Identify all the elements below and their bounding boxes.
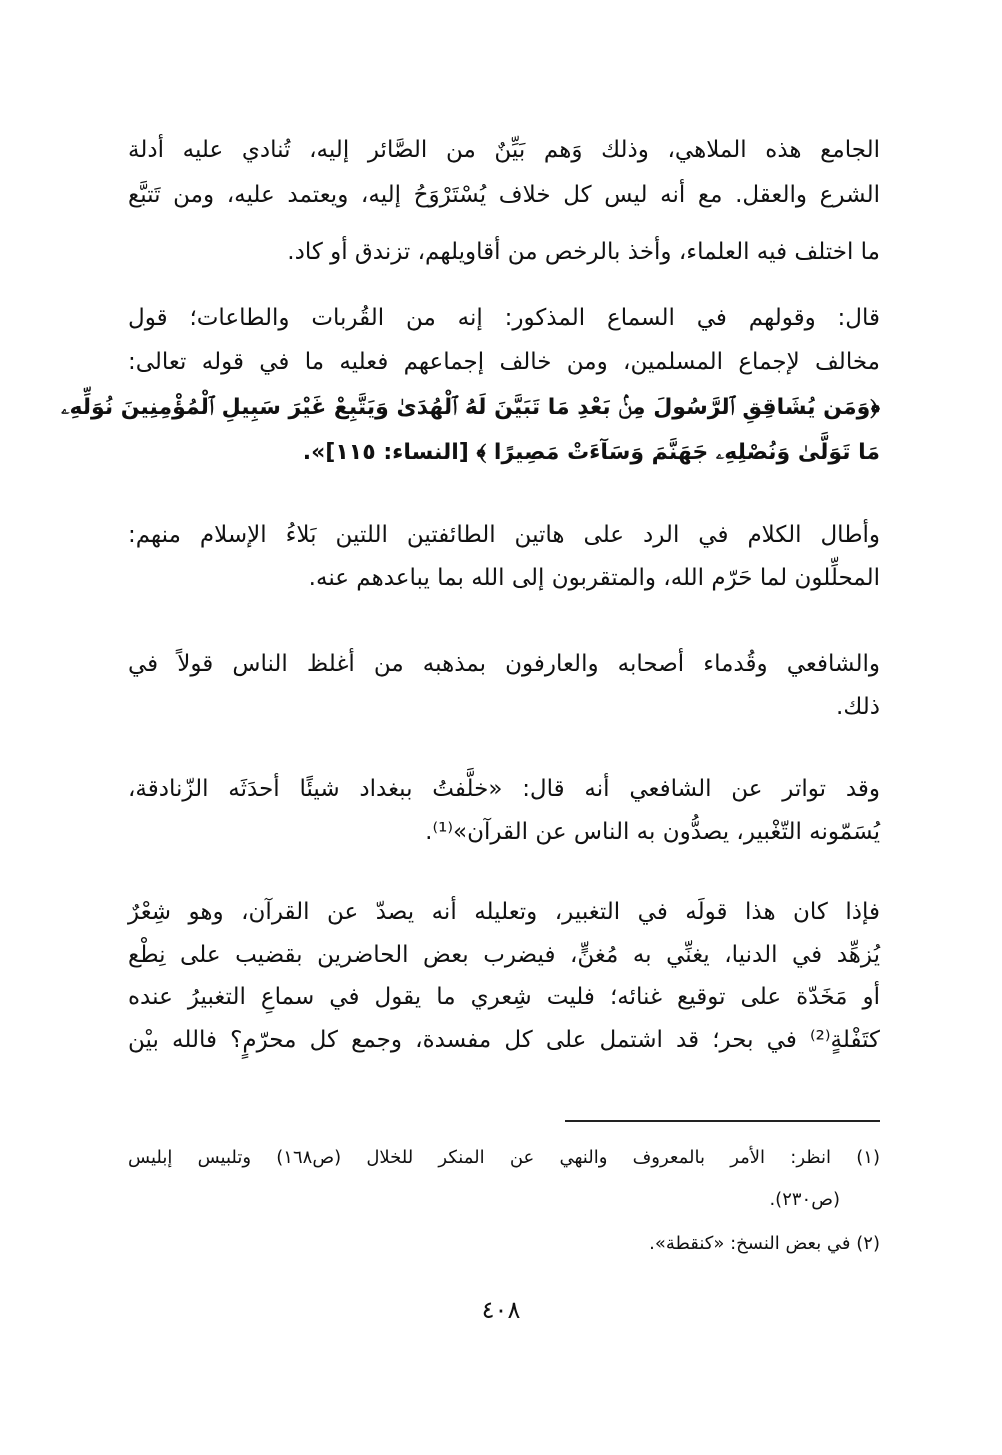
body-line: قال: وقولهم في السماع المذكور: إنه من القُربات والطاعات؛ قول xyxy=(128,305,880,331)
body-line: أو مَخَدّة على توقيع غنائه؛ فليت شِعري ما يقول في سماعِ التغبيرُ عنده xyxy=(128,984,880,1010)
body-line: الشرع والعقل. مع أنه ليس كل خلاف يُسْتَرْوَحُ إليه، ويعتمد عليه، ومن تَتبَّع xyxy=(128,182,880,208)
footnote-divider xyxy=(565,1120,880,1122)
body-line: كتَفْلةٍ⁽²⁾ في بحر؛ قد اشتمل على كل مفسدة، وجمع كل محرّمٍ؟ فالله بيْن xyxy=(128,1027,880,1053)
body-line: مخالف لإجماع المسلمين، ومن خالف إجماعهم فعليه ما في قوله تعالى: xyxy=(128,349,880,375)
body-line: ذلك. xyxy=(836,694,880,720)
footnote-line: (١) انظر: الأمر بالمعروف والنهي عن المنكر للخلال (ص١٦٨) وتلبيس إبليس xyxy=(128,1147,880,1168)
page-number: ٤٠٨ xyxy=(481,1296,521,1324)
body-line: الجامع هذه الملاهي، وذلك وَهم بَيِّنٌ من الصَّائر إليه، تُنادي عليه أدلة xyxy=(128,137,880,163)
body-line: المحلِّلون لما حَرّم الله، والمتقربون إلى الله بما يباعدهم عنه. xyxy=(308,565,880,591)
quran-verse-line: ﴿وَمَن يُشَاقِقِ ٱلرَّسُولَ مِنۢ بَعْدِ مَا تَبَيَّنَ لَهُ ٱلْهُدَىٰ وَيَتَّبِعْ غَيْرَ سَبِيلِ ٱلْمُؤْمِنِينَ نُوَلِّهِۦ xyxy=(61,395,880,420)
footnote-line: (٢) في بعض النسخ: «كنقطة». xyxy=(649,1233,880,1254)
body-line: فإذا كان هذا قولَه في التغبير، وتعليله أنه يصدّ عن القرآن، وهو شِعْرٌ xyxy=(128,899,880,925)
body-line: يُزهِّد في الدنيا، يغنِّي به مُغنٍّ، فيضرب بعض الحاضرين بقضيب على نِطْع xyxy=(128,942,880,968)
body-line: وأطال الكلام في الرد على هاتين الطائفتين اللتين بَلاءُ الإسلام منهم: xyxy=(128,522,880,548)
body-line: وقد تواتر عن الشافعي أنه قال: «خلَّفتُ ببغداد شيئًا أحدَثَه الزّنادقة، xyxy=(128,776,880,802)
quran-verse-line: مَا تَوَلَّىٰ وَنُصْلِهِۦ جَهَنَّمَ وَسَآءَتْ مَصِيرًا ﴾ [النساء: ١١٥]». xyxy=(302,440,880,465)
body-line: والشافعي وقُدماء أصحابه والعارفون بمذهبه من أغلظ الناس قولاً في xyxy=(128,651,880,677)
body-line: ما اختلف فيه العلماء، وأخذ بالرخص من أقاويلهم، تزندق أو كاد. xyxy=(287,239,880,265)
body-line: يُسَمّونه التّغْبير، يصدُّون به الناس عن القرآن»⁽¹⁾. xyxy=(425,819,880,845)
footnote-line: (ص٢٣٠). xyxy=(769,1189,840,1210)
